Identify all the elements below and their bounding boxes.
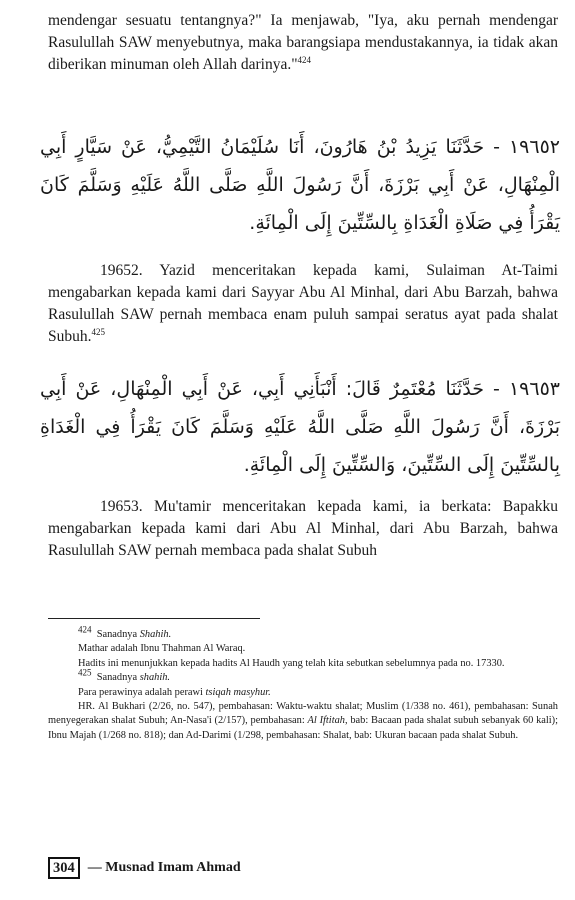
footnote-424-heading: $^{424}$ Sanadnya Shahih. (78, 624, 172, 640)
arabic-hadith-19653: ١٩٦٥٣ - حَدَّثَنَا مُعْتَمِرٌ قَالَ: أَنْبَأَنِي أَبِي، عَنْ أَبِي الْمِنْهَالِ، عَنْ أَبِي بَرْزَةَ، أَنَّ رَسُولَ اللَّهِ صَلَّى اللَّهُ عَلَيْهِ وَسَلَّمَ كَانَ يَقْرَأُ فِي الْغَدَاةِ بِالسِّتِّينَ إِلَى السِّتِّينَ، وَالسِّتِّينَ إِلَى الْمِائَةِ. (40, 378, 560, 476)
footnote-424-line: Mathar adalah Ibnu Thahman Al Waraq. (78, 643, 246, 655)
page-footer (48, 856, 241, 880)
paragraph-text: mendengar sesuatu tentangnya?" Ia menjawab, "Iya, aku pernah mendengar Rasulullah SAW menyebutnya, maka barangsiapa mendustakannya, ia tidak akan diberikan minuman oleh Allah darinya." (48, 12, 558, 73)
footnote-divider (48, 618, 260, 619)
paragraph-continuation (48, 10, 558, 76)
paragraph-19652 (48, 260, 558, 348)
book-title: — Musnad Imam Ahmad (87, 860, 241, 875)
paragraph-text: 19652. Yazid menceritakan kepada kami, Sulaiman At-Taimi mengabarkan kepada kami dari Sayyar Abu Al Minhal, dari Abu Barzah, bahwa Rasulullah SAW pernah membaca enam puluh sampai seratus ayat pada shalat Subuh. (48, 262, 558, 345)
footnotes (48, 624, 558, 743)
footnote-425-heading: $^{425}$ Sanadnya shahih. (78, 667, 171, 684)
paragraph-19653: 19653. Mu'tamir menceritakan kepada kami, ia berkata: Bapakku mengabarkan kepada kami dari Abu Al Minhal, dari Abu Barzah, bahwa Rasulullah SAW pernah membaca pada shalat Subuh (48, 498, 558, 559)
footnote-425-line: HR. Al Bukhari (2/26, no. 547), pembahasan: Waktu-waktu shalat; Muslim (1/338 no. 461), pembahasan: Sunah menyegerakan shalat Subuh; An-Nasa'i (2/157), pembahasan: Al Iftitah, bab: Bacaan pada shalat subuh sebanyak 60 kali); Ibnu Majah (1/268 no. 818); dan Ad-Darimi (1/298, pembahasan: Shalat, bab: Ukuran bacaan pada shalat Subuh. (48, 701, 558, 741)
footnote-424-line: Hadits ini menunjukkan kepada hadits Al Haudh yang telah kita sebutkan sebelumnya pada no. 17330. (78, 657, 505, 669)
footnote-425-line: Para perawinya adalah perawi tsiqah masyhur. (78, 686, 271, 698)
footnote-ref-424: 424 (297, 54, 312, 65)
arabic-hadith-19652: ١٩٦٥٢ - حَدَّثَنَا يَزِيدُ بْنُ هَارُونَ، أَنَا سُلَيْمَانُ التَّيْمِيُّ، عَنْ سَيَّارٍ أَبِي الْمِنْهَالِ، عَنْ أَبِي بَرْزَةَ، أَنَّ رَسُولَ اللَّهِ صَلَّى اللَّهُ عَلَيْهِ وَسَلَّمَ كَانَ يَقْرَأُ فِي صَلَاةِ الْغَدَاةِ بِالسِّتِّينَ إِلَى الْمِائَةِ. (40, 136, 560, 234)
footnote-ref-425: 425 (91, 326, 105, 337)
page-number: 304 (48, 857, 80, 879)
